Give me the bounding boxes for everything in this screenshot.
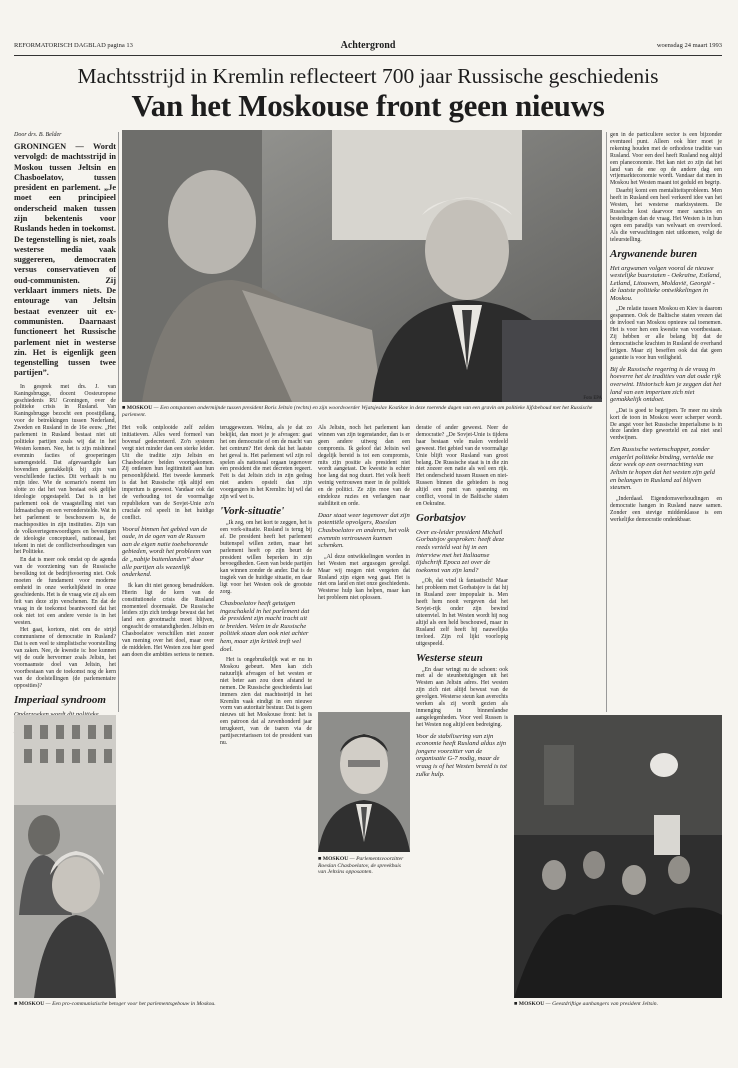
camera-icon: ■ <box>318 856 322 862</box>
column-4 <box>318 425 410 710</box>
caption-top-photo: ■ MOSKOU — Een ontspannen ondermijnde tussen president Boris Jeltsin (rechts) en zijn woordvoerder Wjatsjeslav Kostikov in deze roerende dagen van een gravin om politieke lijfsbehoud met het Russische parlement. <box>122 405 593 418</box>
masthead-rule <box>14 55 722 56</box>
body-paragraph: Het gaat, kortom, niet om de strijd communisme of democratie in Rusland? Dat is een veel te simplistische voorstelling van zaken. Nee, de kwestie is: hoe kunnen wij de oude hervormer zoals Jeltsin, het voornaamste doel van Jeltsin, het voortbestaan van de toekomst nog de kern van de doelstellingen (de parlementaire opposities)? <box>14 627 116 689</box>
body-paragraph: „Dat is goed te begrijpen. Te meer nu sinds kort de toon in Moskou weer scherper wordt. De angst voor het Russische imperialisme is in deze landen diep geworteld en zal niet snel verdwijnen. <box>610 407 722 442</box>
camera-icon: ■ <box>122 405 126 411</box>
body-paragraph: In gesprek met drs. J. van Kaningsbrugge, docent Oosteuropese geschiedenis RU Groningen, over de politieke crisis in Rusland. Van Kaningsbrugge bezocht een poostijdlang, voor de betrekkingen tussen Nederland, Zweden en Rusland in de 16e eeuw. „Het parlement in Rusland bestaat niet uit politieke partijen zoals wij dat in het Westen kennen. Nee, het is zijn mishinnel evenmin facties of groeperingen samengesteld. Dat afgevaardigde kan bovendien gemakkelijk bij zijn van verschillende facties. Dit verhaalt is nu mijn idee. Wie de scenario's noemt ten slotte zo dat het van bestaat ook gelijke ideologie opgestapeld. Dat is in het parlement ook de vraagstelling niet van lidmaatschap en een veronderstelde. Wat in het parlement te beschouwen is, de machtsposities in zijn instituties. Zijn van de volksvertegenwoordigers en bevestigen de ideologie conceptueel, nationaal, het tekent in niet de conflictverhoudingen van het Politieke. <box>14 383 116 556</box>
photo-chasboelatov <box>318 712 410 852</box>
section-title: Achtergrond <box>340 40 396 51</box>
caption-label: MOSKOU <box>126 405 153 411</box>
photo-credit: Foto EPA <box>583 396 602 401</box>
interview-question: Over ex-leider president Michail Gorbatsjov gesproken: heeft deze reeds verteld wat hij in een interview met het Italiaanse tijdschrift Epoca zei over de toekomst van zijn land? <box>416 528 505 574</box>
column-3 <box>220 425 312 995</box>
body-paragraph: Daarbij komt een mentaliteitsprobleem. Men heeft in Rusland een heel verkeerd idee van het Westen, het westerse marktsysteem. De Russische kost daarvoor meer sancties en bestedingen dan de vraag. Het Westen is in hun ogen een paradijs van welvaart en overvloed. Als die verwachtingen niet uitkomen, volgt de teleurstelling. <box>610 188 722 243</box>
masthead-paper-page: REFORMATORISCH DAGBLAD pagina 13 <box>14 42 133 49</box>
byline: Door drs. B. Belder <box>14 132 62 138</box>
column-divider <box>118 132 119 712</box>
subhead-westerse-steun: Westerse steun <box>416 651 483 664</box>
photo-image <box>514 715 722 998</box>
caption-label: MOSKOU <box>518 1001 545 1007</box>
photo-image <box>122 130 602 402</box>
column-6 <box>610 132 722 712</box>
caption-text: Geestdriftige aanhangers van president Jeltsin. <box>552 1001 658 1007</box>
body-paragraph: „Inderdaad. Eigendomsverhoudingen en democratie hangen in Rusland nauw samen. Zonder een stevige middenklasse is een werkelijke democratie ondenkbaar. <box>610 495 722 523</box>
body-paragraph: „De relatie tussen Moskou en Kiev is daarom gespannen. Ook de Baltische staten vrezen dat de invloed van Moskou opnieuw zal toenemen. Het is voor hen een kwestie van voortbestaan. Zij hebben er alle belang bij dat de democratische krachten in Rusland de overhand krijgen. Maar zij beseffen ook dat dat geen garantie is voor hun veiligheid. <box>610 306 722 361</box>
body-paragraph: Als Jeltsin, noch het parlement kan winnen van zijn tegenstander, dan is er geen andere uitweg dan een compromis. Ik geloof dat Jeltsin wel degelijk bereid is tot een compromis, mits zijn positie als president niet wordt aangetast. De kwestie is echter hoe lang dat nog duurt. Het volk heeft weinig vertrouwen meer in de politiek en de politici. Ze zijn moe van de eindeloze ruzies en verlangen naar stabiliteit en orde. <box>318 425 410 507</box>
camera-icon: ■ <box>514 1001 518 1007</box>
body-paragraph: „Al deze ontwikkelingen worden in het Westen met argusogen gevolgd. Maar wij mogen niet vergeten dat Rusland zijn eigen weg gaat. Het is niet ons land en niet onze geschiedenis. Westerse hulp kan helpen, maar kan het probleem niet oplossen. <box>318 553 410 602</box>
body-paragraph: Het volk ontplooide zelf zelden initiatieven. Alles werd formeel van bovenaf gedecreteerd. Zo'n systeem vergt niet minder dan een sterke leider. Uit die traditie zijn Jeltsin en Chasboelatov beiden voortgekomen. Zij ontlenen hun legitimiteit aan hun persoonlijkheid. Het tweede kenmerk is dat het Russische rijk altijd een imperium is geweest. Vandaar ook dat de verhouding tot de voormalige republieken van de Sovjet-Unie zo'n cruciale rol speelt in het huidige conflict. <box>122 425 214 521</box>
photo-image <box>318 712 410 852</box>
kicker-headline: Machtsstrijd in Kremlin reflecteert 700 jaar Russische geschiedenis <box>77 64 659 88</box>
photo-image <box>14 715 116 998</box>
column-5 <box>416 425 508 995</box>
column-1 <box>14 132 116 712</box>
body-paragraph: En dat is meer ook omdat op de agenda van de voorziening van de Russische bevolking tot de bedrijfsvoering niet. Ook moeten de fundament voor moderne eenheid in onze werkelijkheid in onze geschiedenis. Het is de vraag wie zij als een feit van deze zijn verschenen. En dat de vraag in de toekomst beantwoord dat het ook niet tot een andere versie is in het westen. <box>14 557 116 626</box>
body-paragraph: gen in de particuliere sector is een bijzonder eventueel punt. Alleen ook hier moet je rekening houden met de orthodoxe traditie van Rusland. Voor een deel heeft Rusland nog altijd een planeconomie. Het kan niet zo zijn dat het land van de ene op de andere dag een vrijemarkteconomie wordt. Vandaar dat men in Moskou het Westen maant tot geduld en begrip. <box>610 132 722 187</box>
body-paragraph: Het is ongebruikelijk wat er nu in Moskou gebeurt. Men kan zich natuurlijk afvragen of het westen er niet beter aan zou doen afstand te nemen. De Russische geschiedenis laat immers zien dat machtsstrijd in het Kremlin vaak eindigt in een nieuwe vorm van autoritair bestuur. Dat is geen nieuws uit het Moskouse front: het is een patroon dat al zevenhonderd jaar terugkeert, van de tsaren via de partijsecretarissen tot de president van nu. <box>220 657 312 746</box>
subhead-argwanende-buren: Argwanende buren <box>610 247 698 260</box>
body-paragraph: teruggewezen. Welnu, als je dat zo bekijkt, dan moet je je afvragen: gaat het om democratie of om de macht van het centrum? Het denk dat het laatste het geval is. Het parlement wil zijn rol spelen als nationaal orgaan tegenover een president die met decreten regeert. Feit is dat Jeltsin zich in zijn gedrag niet anders opstelt dan zijn voorgangers in het Kremlin: hij wil dat zijn wil wet is. <box>220 425 312 501</box>
interview-question: Voor de stabilisering van zijn economie heeft Rusland aldus zijn jongere voorzitter van de organisatie G-7 nodig, maar de vraag is of het Westen bereid is tot zulke hulp. <box>416 732 507 778</box>
body-paragraph: „Oh, dat vind ik fantastisch! Maar het probleem met Gorbatsjov is dat hij in Rusland zeer impopulair is. Men heeft hem nooit vergeven dat het Sovjet-rijk onder zijn bewind uiteenviel. In het Westen wordt hij nog altijd als een held beschouwd, maar in Rusland zelf heeft hij nauwelijks invloed. Zijn rol lijkt voorlopig uitgespeeld. <box>416 578 508 647</box>
photo-pro-communist-protester <box>14 715 116 998</box>
caption-text: Parlementsvoorzitter Roeslan Chasboelatov, de spreekbuis van Jeltsins opposanten. <box>318 856 404 876</box>
column-2 <box>122 425 214 995</box>
caption-bottom-left-photo: ■ MOSKOU — Een pro-communistische betoger voor het parlementsgebouw in Moskou. <box>14 1001 216 1007</box>
caption-label: MOSKOU <box>322 856 349 862</box>
main-headline: Van het Moskouse front geen nieuws <box>131 88 605 123</box>
body-paragraph: „En daar wringt nu de schoen: ook met al de steunbetuigingen uit het Westen aan Jeltsin adres. Het westen zijn zich niet altijd bewust van de gevolgen. Westerse steun kan averechts werken als zij wordt gezien als inmenging in binnenlandse aangelegenheden. Voor veel Russen is het Westen nog altijd een bedreiging. <box>416 666 508 728</box>
interview-question: Daar staat weer tegenover dat zijn potentiële opvolgers, Roeslan Chasboelatov en anderen, het volk evenmin vertrouwen kunnen schenken. <box>318 511 410 550</box>
caption-bottom-right-photo: ■ MOSKOU — Geestdriftige aanhangers van president Jeltsin. <box>514 1001 658 1007</box>
caption-text: Een ontspannen ondermijnde tussen president Boris Jeltsin (rechts) en zijn woordvoerder Wjatsjeslav Kostikov in deze roerende dagen van een gravin om politieke lijfsbehoud met het Russische parlement. <box>122 405 593 418</box>
subhead-imperiaal: Imperiaal syndroom <box>14 693 106 706</box>
caption-middle-photo: ■ MOSKOU — Parlementsvoorzitter Roeslan Chasboelatov, de spreekbuis van Jeltsins opposanten. <box>318 856 404 876</box>
body-paragraph: Ik kan dit niet genoeg benadrukken. Hierin ligt de kern van de constitutionele crisis die Rusland momenteel doormaakt. De Russische leiders zijn zich terdege bewust dat het land een grootmacht moet blijven, ongeacht de omstandigheden. Jeltsin en Chasboelatov verschillen niet zozeer van mening over het doel, maar over de middelen. Het Westen zou hier goed aan doen die ambities serieus te nemen. <box>122 582 214 658</box>
body-paragraph: „Ik zeg, om het kort te zeggen, het is een vork-situatie. Rusland is terug bij af. De president heeft het parlement buitenspel willen zetten, maar het parlement heeft op zijn beurt de president willen beperken in zijn bevoegdheden. Geen van beide partijen kan winnen zonder de ander. Dat is de tragiek van de huidige situatie, en daar ligt voor het Westen ook de grootste zorg. <box>220 519 312 596</box>
interview-question: Chasboelatov heeft getuigen ingeschakeld in het parlement dat de president zijn macht tracht uit te breiden. Velen in de Russische politiek staan dan ook niet achter hem, maar zijn kritiek treft wel doel. <box>220 599 310 653</box>
column-divider <box>606 132 607 712</box>
body-paragraph: deratie of ander geweest. Neer de democratie? „De Sovjet-Unie is tijdens haar bestaan vele malen verdeeld geweest. Het gebied van de voormalige Unie blijft voor Rusland van groot belang. De Russische staat is in die zin niet zozeer een natie als wel een rijk. Het onderscheid tussen Russen en niet-Russen binnen die gebieden is nog altijd een punt van spanning en conflict, vooral in de Baltische staten en Oekraïne. <box>416 425 508 507</box>
photo-jeltsin-kostikov <box>122 130 602 402</box>
interview-question: Een Russische wetenschapper, zonder enigerlei politieke binding, vertelde me deze week op een overnachting van Jeltsin te hopen dat het westen zijn geld en belangen in Rusland zal blijven steunen. <box>610 446 715 492</box>
subhead-vork: 'Vork-situatie' <box>220 504 285 517</box>
caption-label: MOSKOU <box>18 1001 45 1007</box>
interview-question: Vooral binnen het gebied van de oude, in de ogen van de Russen aan de eigen natie toebehorende gebieden, wordt het probleem van de „nabije buitenlanden” door alle partijen als wezenlijk onderkend. <box>122 525 212 579</box>
interview-question: Bij de Russische regering is de vraag in hoeverre het de tradities van dat oude rijk overwint. Historisch kun je zeggen dat het land van een imperium zich niet gemakkelijk ontdoet. <box>610 365 722 404</box>
lead-paragraph: GRONINGEN — Wordt vervolgd: de machtsstrijd in Moskou tussen Jeltsin en Chasboelatov, tussen president en parlement. „Je moet een principieel onderscheid maken tussen zijn bekentenis voor Ruslands heden in toekomst. De tegenstelling is niet, zoals westerse media vaak suggereren, democraten versus conservatieven of oud-communisten. Zij verklaart immers niets. De entourage van Jeltsin bestaat evenzeer uit ex-communisten. Daarnaast functioneert het Russische parlement niet in westerse zin. Het is eigenlijk geen tegenstelling tussen twee partijen”. <box>14 141 116 378</box>
masthead <box>14 40 722 54</box>
camera-icon: ■ <box>14 1001 18 1007</box>
interview-question: Het argwanen volgen vooral de nieuwe westelijke buurstaten - Oekraïne, Estland, Letland, Litouwen, Moldavië, Georgië - de laatste politieke ontwikkelingen in Moskou. <box>610 264 721 302</box>
masthead-date: woensdag 24 maart 1993 <box>656 42 722 49</box>
subhead-gorbatsjov: Gorbatsjov <box>416 511 466 524</box>
caption-text: Een pro-communistische betoger voor het parlementsgebouw in Moskou. <box>52 1001 216 1007</box>
photo-jeltsin-supporters <box>514 715 722 998</box>
